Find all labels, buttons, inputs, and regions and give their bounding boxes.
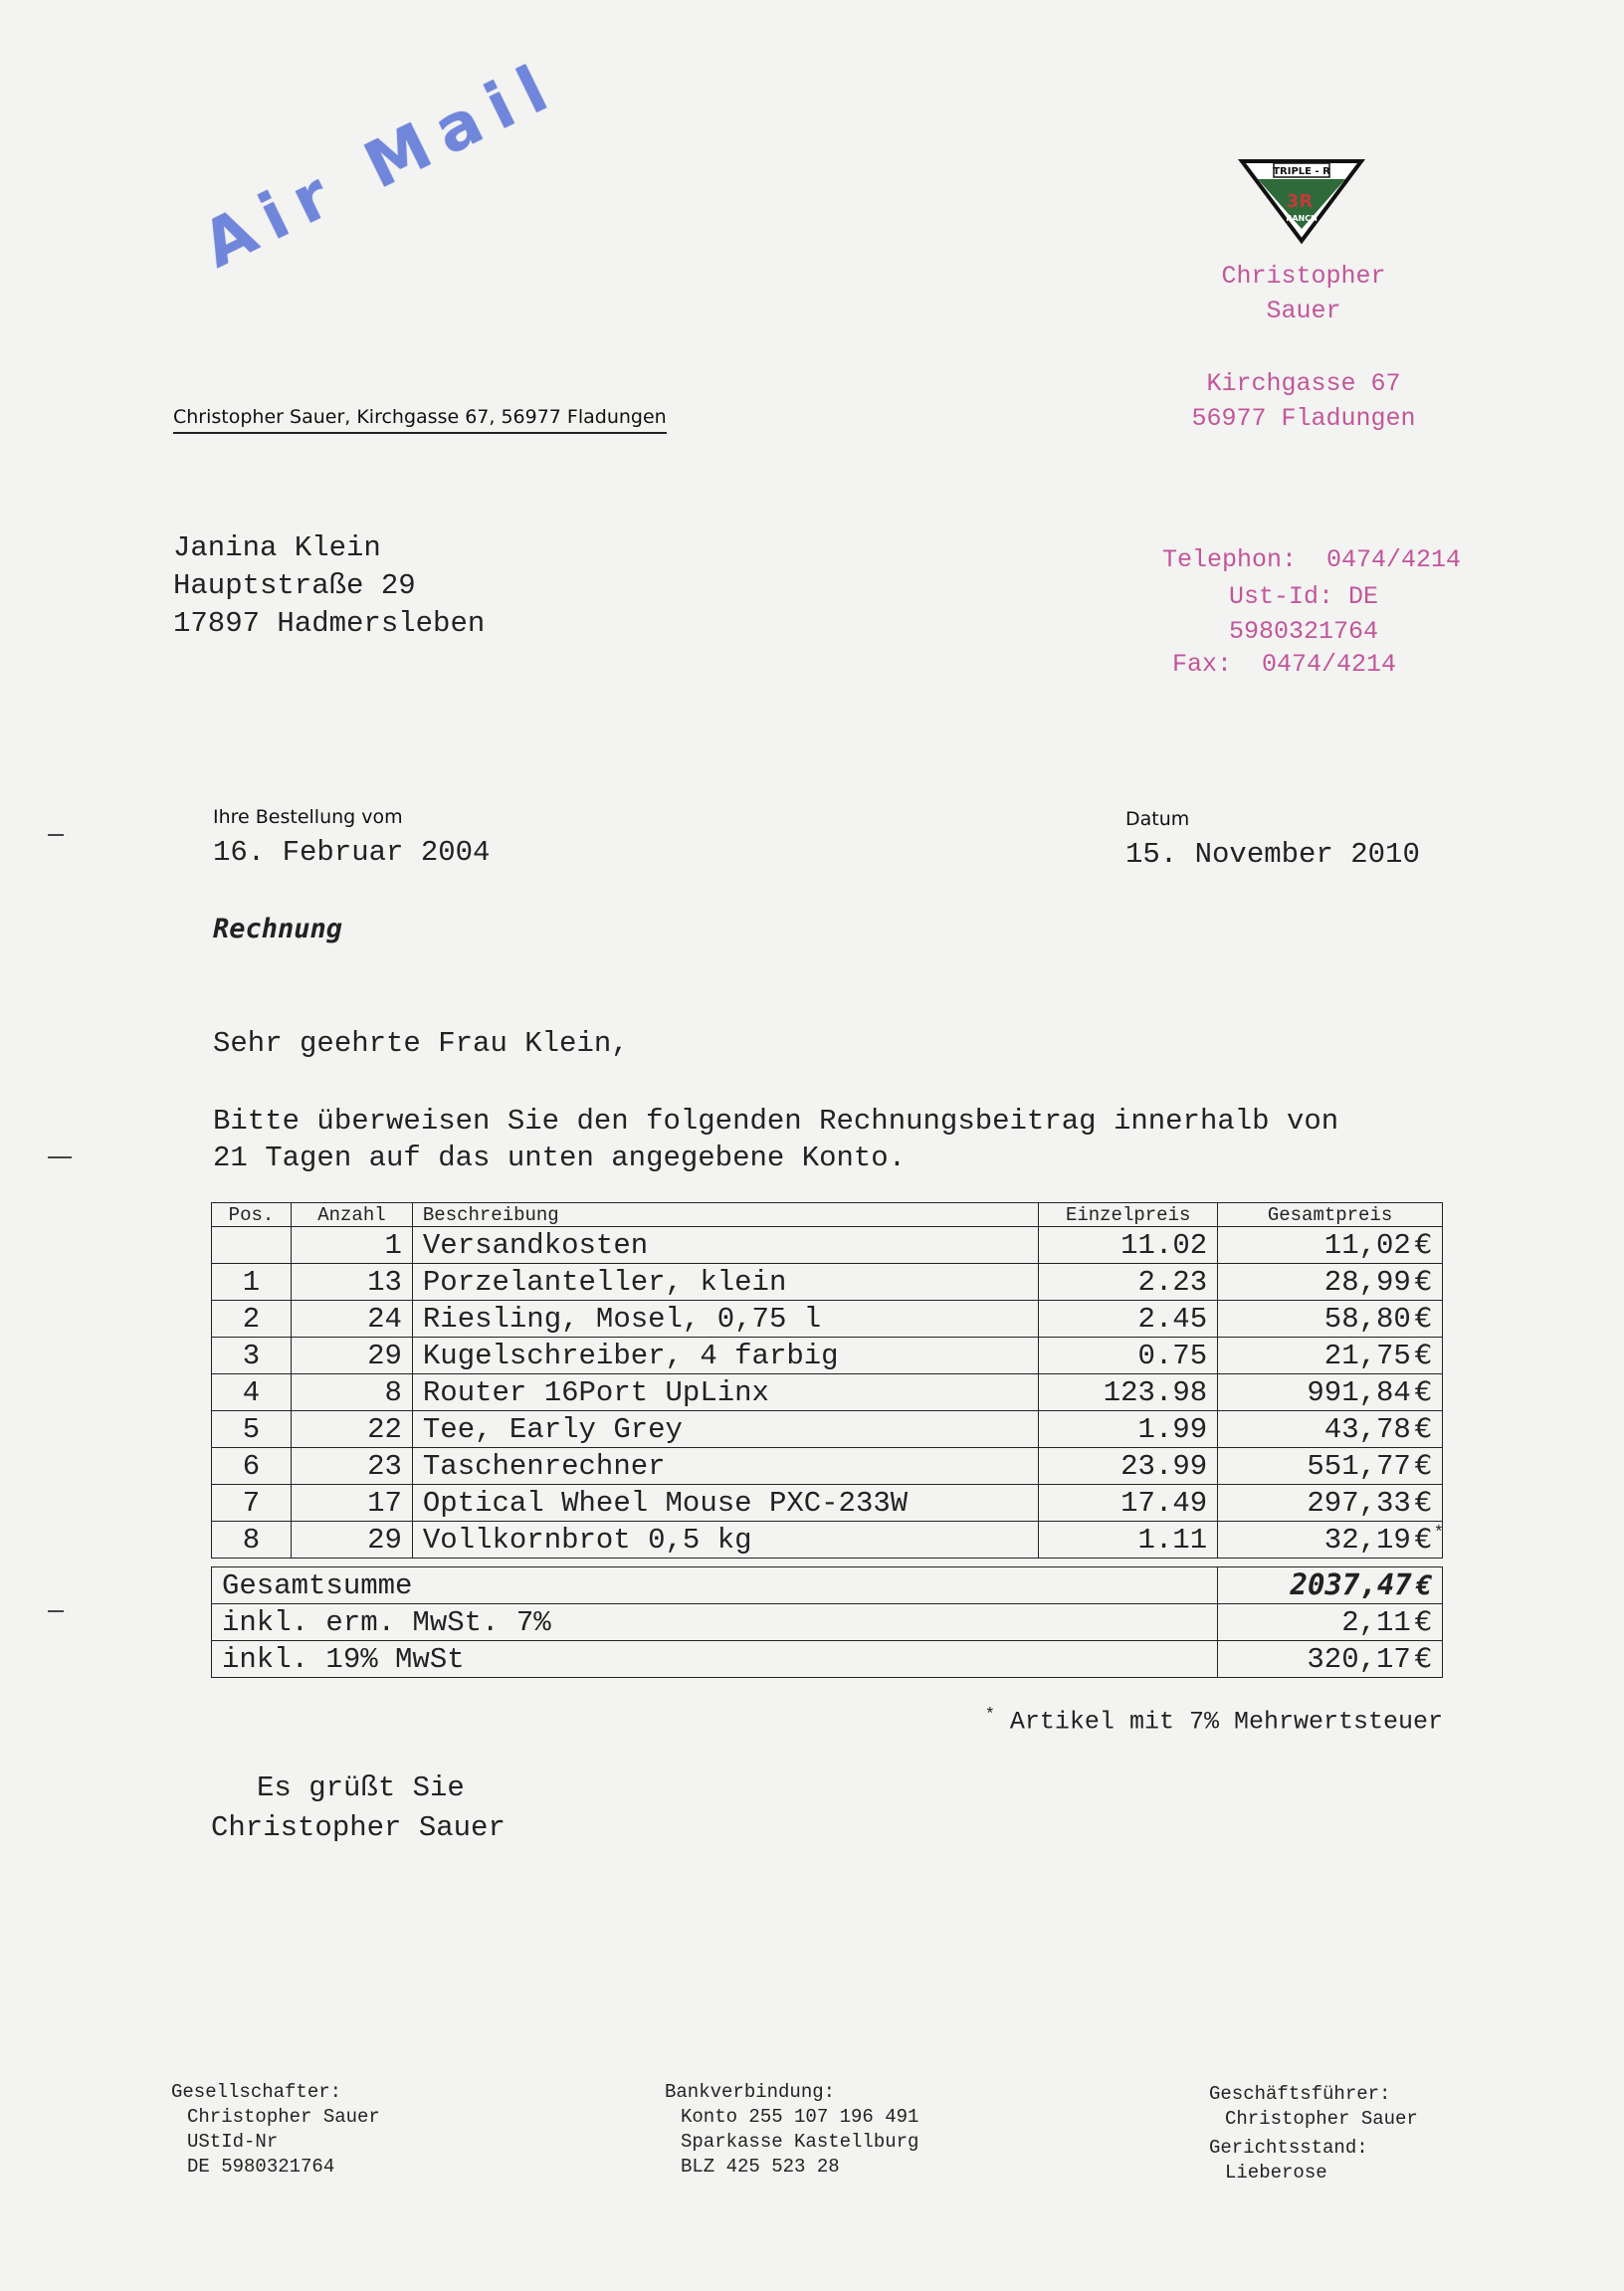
footer-bank xyxy=(665,2080,918,2180)
row-total-value: 28,99 xyxy=(1323,1265,1411,1299)
row-unit-price: 1.11 xyxy=(1039,1522,1218,1559)
table-row xyxy=(212,1485,1443,1522)
row-description: Router 16Port UpLinx xyxy=(412,1374,1038,1411)
row-description: Tee, Early Grey xyxy=(412,1411,1038,1448)
recipient-address xyxy=(173,529,485,643)
footer-col2-line1: Konto 255 107 196 491 xyxy=(681,2106,919,2128)
footer-col1-line1: Christopher Sauer xyxy=(187,2106,380,2128)
body-text xyxy=(213,1103,1338,1176)
row-total-price xyxy=(1218,1411,1443,1448)
row-pos: 8 xyxy=(212,1522,292,1559)
footer-col3-line2: Lieberose xyxy=(1225,2162,1327,2184)
row-pos: 2 xyxy=(212,1301,292,1338)
vat19-label: inkl. 19% MwSt xyxy=(212,1641,1218,1678)
footer-col1-line2: UStId-Nr xyxy=(187,2131,279,2153)
total-row xyxy=(212,1567,1443,1604)
row-total-price xyxy=(1218,1522,1443,1559)
row-unit-price: 2.23 xyxy=(1039,1264,1218,1301)
row-total-value: 297,33 xyxy=(1307,1486,1411,1520)
closing-signature-name: Christopher Sauer xyxy=(211,1811,506,1844)
invoice-table-area xyxy=(211,1202,1443,1678)
row-pos: 7 xyxy=(212,1485,292,1522)
row-pos: 4 xyxy=(212,1374,292,1411)
vat19-value: 320,17 xyxy=(1307,1642,1411,1676)
recipient-name: Janina Klein xyxy=(173,531,381,564)
header-anzahl: Anzahl xyxy=(291,1203,412,1227)
row-total-price xyxy=(1218,1301,1443,1338)
row-total-value: 551,77 xyxy=(1307,1449,1411,1483)
closing-greeting: Es grüßt Sie xyxy=(257,1771,465,1804)
header-pos: Pos. xyxy=(212,1203,292,1227)
row-description: Kugelschreiber, 4 farbig xyxy=(412,1338,1038,1374)
row-total-price xyxy=(1218,1338,1443,1374)
logo-side-text: RANCH xyxy=(1286,214,1318,223)
header-einzelpreis: Einzelpreis xyxy=(1039,1203,1218,1227)
letterhead-name-line1: Christopher xyxy=(1221,262,1386,291)
currency-symbol: € xyxy=(1414,1642,1432,1674)
letterhead-name xyxy=(1174,259,1433,328)
footer-col3-title: Geschäftsführer: xyxy=(1209,2083,1391,2105)
invoice-date-label: Datum xyxy=(1125,808,1190,830)
vat19-value-cell xyxy=(1218,1641,1443,1678)
header-gesamtpreis: Gesamtpreis xyxy=(1218,1203,1443,1227)
body-line-2: 21 Tagen auf das unten angegebene Konto. xyxy=(213,1142,907,1174)
row-qty: 22 xyxy=(291,1411,412,1448)
vat7-value-cell xyxy=(1218,1604,1443,1641)
row-description: Vollkornbrot 0,5 kg xyxy=(412,1522,1038,1559)
table-row xyxy=(212,1338,1443,1374)
footer-col1-line3: DE 5980321764 xyxy=(187,2156,335,2178)
row-unit-price: 17.49 xyxy=(1039,1485,1218,1522)
currency-symbol: € xyxy=(1414,1523,1432,1555)
row-unit-price: 1.99 xyxy=(1039,1411,1218,1448)
footer-col3-line1: Christopher Sauer xyxy=(1225,2108,1418,2130)
currency-symbol: € xyxy=(1414,1486,1432,1518)
punch-mark xyxy=(48,1156,72,1158)
logo-center-text: 3R xyxy=(1286,191,1314,212)
currency-symbol: € xyxy=(1414,1339,1432,1370)
footer-col2-title: Bankverbindung: xyxy=(665,2081,836,2103)
row-unit-price: 0.75 xyxy=(1039,1338,1218,1374)
invoice-items-table xyxy=(211,1202,1443,1559)
row-unit-price: 23.99 xyxy=(1039,1448,1218,1485)
document-title: Rechnung xyxy=(213,914,343,944)
currency-symbol: € xyxy=(1414,1412,1432,1444)
row-description: Porzelanteller, klein xyxy=(412,1264,1038,1301)
letterhead-city: 56977 Fladungen xyxy=(1191,404,1416,433)
salutation: Sehr geehrte Frau Klein, xyxy=(213,1027,629,1060)
body-line-1: Bitte überweisen Sie den folgenden Rechnungsbeitrag innerhalb von xyxy=(213,1105,1339,1138)
footer-col2-line2: Sparkasse Kastellburg xyxy=(681,2131,919,2153)
row-total-value: 43,78 xyxy=(1323,1412,1411,1446)
table-row xyxy=(212,1522,1443,1559)
vat-mark: * xyxy=(1433,1524,1444,1543)
row-pos: 3 xyxy=(212,1338,292,1374)
row-unit-price: 11.02 xyxy=(1039,1227,1218,1264)
table-row xyxy=(212,1301,1443,1338)
order-date: 16. Februar 2004 xyxy=(213,836,491,869)
row-qty: 24 xyxy=(291,1301,412,1338)
vat7-row xyxy=(212,1604,1443,1641)
row-pos xyxy=(212,1227,292,1264)
currency-symbol: € xyxy=(1414,1375,1432,1407)
row-description: Riesling, Mosel, 0,75 l xyxy=(412,1301,1038,1338)
currency-symbol: € xyxy=(1414,1265,1432,1297)
totals-table xyxy=(211,1566,1443,1678)
table-row xyxy=(212,1448,1443,1485)
row-unit-price: 2.45 xyxy=(1039,1301,1218,1338)
row-total-price xyxy=(1218,1264,1443,1301)
letterhead-ustid-line1: Ust-Id: DE xyxy=(1228,582,1379,611)
footnote xyxy=(985,1706,1443,1736)
currency-symbol: € xyxy=(1414,1302,1432,1334)
row-qty: 13 xyxy=(291,1264,412,1301)
footer-management xyxy=(1209,2082,1418,2186)
row-total-value: 21,75 xyxy=(1323,1339,1411,1372)
fold-mark xyxy=(48,834,64,836)
air-mail-stamp: Air Mail xyxy=(191,47,571,283)
fold-mark xyxy=(48,1610,64,1612)
recipient-city: 17897 Hadmersleben xyxy=(173,607,486,640)
currency-symbol: € xyxy=(1414,1228,1432,1260)
vat7-label: inkl. erm. MwSt. 7% xyxy=(212,1604,1218,1641)
header-beschreibung: Beschreibung xyxy=(412,1203,1038,1227)
invoice-date: 15. November 2010 xyxy=(1125,838,1420,871)
total-label: Gesamtsumme xyxy=(212,1567,1218,1604)
footer-col2-line3: BLZ 425 523 28 xyxy=(681,2156,840,2178)
row-unit-price: 123.98 xyxy=(1039,1374,1218,1411)
letterhead-name-line2: Sauer xyxy=(1266,297,1341,325)
row-total-value: 991,84 xyxy=(1307,1375,1411,1409)
row-pos: 6 xyxy=(212,1448,292,1485)
letterhead-ustid-line2: 5980321764 xyxy=(1228,617,1379,646)
sender-return-address: Christopher Sauer, Kirchgasse 67, 56977 Fladungen xyxy=(173,406,667,434)
letterhead-street: Kirchgasse 67 xyxy=(1206,369,1401,398)
row-qty: 8 xyxy=(291,1374,412,1411)
row-total-value: 32,19 xyxy=(1323,1523,1411,1557)
row-pos: 5 xyxy=(212,1411,292,1448)
letterhead-address xyxy=(1144,366,1463,436)
row-total-price xyxy=(1218,1227,1443,1264)
row-total-value: 11,02 xyxy=(1323,1228,1411,1262)
total-value-cell xyxy=(1218,1567,1443,1604)
row-qty: 17 xyxy=(291,1485,412,1522)
footer-shareholder xyxy=(171,2080,380,2180)
logo-top-text: TRIPLE - R xyxy=(1273,166,1330,177)
currency-symbol: € xyxy=(1415,1570,1432,1601)
row-total-price xyxy=(1218,1448,1443,1485)
row-qty: 23 xyxy=(291,1448,412,1485)
table-row xyxy=(212,1374,1443,1411)
footnote-text: Artikel mit 7% Mehrwertsteuer xyxy=(1009,1707,1443,1737)
row-total-price xyxy=(1218,1374,1443,1411)
row-total-value: 58,80 xyxy=(1323,1302,1411,1336)
footnote-mark: * xyxy=(984,1706,995,1725)
row-description: Taschenrechner xyxy=(412,1448,1038,1485)
row-qty: 29 xyxy=(291,1338,412,1374)
row-pos: 1 xyxy=(212,1264,292,1301)
currency-symbol: € xyxy=(1414,1449,1432,1481)
row-description: Optical Wheel Mouse PXC-233W xyxy=(412,1485,1038,1522)
order-date-label: Ihre Bestellung vom xyxy=(213,806,403,828)
vat19-row xyxy=(212,1641,1443,1678)
letterhead-phone: Telephon: 0474/4214 xyxy=(1162,545,1462,574)
table-header-row xyxy=(212,1203,1443,1227)
table-row xyxy=(212,1264,1443,1301)
table-row xyxy=(212,1411,1443,1448)
letterhead-ustid xyxy=(1174,579,1433,649)
row-description: Versandkosten xyxy=(412,1227,1038,1264)
row-qty: 29 xyxy=(291,1522,412,1559)
footer-col3-title2: Gerichtsstand: xyxy=(1209,2137,1368,2159)
letterhead-fax: Fax: 0474/4214 xyxy=(1172,650,1397,679)
vat7-value: 2,11 xyxy=(1341,1605,1411,1639)
row-total-price xyxy=(1218,1485,1443,1522)
total-value: 2037,47 xyxy=(1290,1567,1412,1601)
footer-col1-title: Gesellschafter: xyxy=(171,2081,342,2103)
currency-symbol: € xyxy=(1414,1605,1432,1637)
recipient-street: Hauptstraße 29 xyxy=(173,569,416,602)
ranch-logo xyxy=(1238,155,1365,245)
row-qty: 1 xyxy=(291,1227,412,1264)
table-row xyxy=(212,1227,1443,1264)
